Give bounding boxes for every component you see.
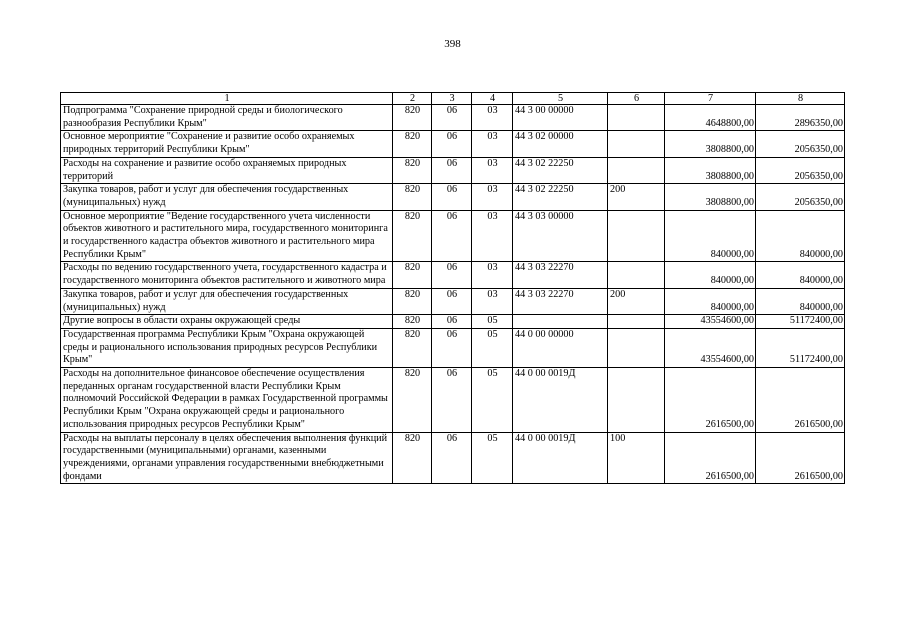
header-row (61, 93, 845, 105)
cell-subsection: 03 (472, 157, 513, 183)
cell-description: Расходы на сохранение и развитие особо охраняемых природных территорий (61, 157, 393, 183)
cell-amount-year-2: 840000,00 (756, 210, 845, 262)
cell-amount-year-2: 2616500,00 (756, 368, 845, 433)
cell-subsection: 05 (472, 315, 513, 329)
table-row (61, 288, 845, 314)
cell-description: Подпрограмма "Сохранение природной среды и биологического разнообразия Республики Крым" (61, 105, 393, 131)
cell-description: Закупка товаров, работ и услуг для обеспечения государственных (муниципальных) нужд (61, 288, 393, 314)
cell-section: 06 (432, 184, 472, 210)
table-row (61, 131, 845, 157)
table-row (61, 368, 845, 433)
cell-admin-code: 820 (393, 131, 432, 157)
cell-description: Расходы на выплаты персоналу в целях обеспечения выполнения функций государственными (муниципальными) органами, казенными учреждениями, органами управления государственными внебюджетными фондами (61, 432, 393, 484)
cell-amount-year-2: 2056350,00 (756, 131, 845, 157)
cell-target-article: 44 3 02 22250 (513, 184, 608, 210)
cell-section: 06 (432, 105, 472, 131)
cell-expense-type (608, 105, 665, 131)
cell-amount-year-1: 3808800,00 (665, 184, 756, 210)
cell-section: 06 (432, 432, 472, 484)
table-row (61, 184, 845, 210)
cell-admin-code: 820 (393, 262, 432, 288)
cell-amount-year-2: 2056350,00 (756, 157, 845, 183)
cell-admin-code: 820 (393, 368, 432, 433)
header-cell-8: 8 (756, 93, 845, 105)
cell-amount-year-1: 840000,00 (665, 288, 756, 314)
header-cell-3: 3 (432, 93, 472, 105)
cell-subsection: 03 (472, 210, 513, 262)
cell-amount-year-2: 2056350,00 (756, 184, 845, 210)
cell-amount-year-2: 51172400,00 (756, 315, 845, 329)
cell-target-article: 44 3 03 22270 (513, 262, 608, 288)
cell-amount-year-1: 840000,00 (665, 210, 756, 262)
cell-admin-code: 820 (393, 328, 432, 367)
table-row (61, 328, 845, 367)
cell-subsection: 03 (472, 131, 513, 157)
cell-amount-year-1: 2616500,00 (665, 432, 756, 484)
cell-subsection: 03 (472, 288, 513, 314)
table-row (61, 315, 845, 329)
cell-subsection: 03 (472, 262, 513, 288)
cell-amount-year-2: 2616500,00 (756, 432, 845, 484)
cell-subsection: 05 (472, 328, 513, 367)
header-cell-4: 4 (472, 93, 513, 105)
cell-target-article: 44 3 00 00000 (513, 105, 608, 131)
cell-section: 06 (432, 328, 472, 367)
cell-description: Закупка товаров, работ и услуг для обеспечения государственных (муниципальных) нужд (61, 184, 393, 210)
cell-target-article: 44 3 03 22270 (513, 288, 608, 314)
cell-expense-type: 200 (608, 288, 665, 314)
table-row (61, 262, 845, 288)
cell-expense-type: 200 (608, 184, 665, 210)
cell-target-article: 44 0 00 0019Д (513, 368, 608, 433)
cell-expense-type: 100 (608, 432, 665, 484)
cell-section: 06 (432, 368, 472, 433)
cell-expense-type (608, 210, 665, 262)
header-cell-6: 6 (608, 93, 665, 105)
cell-target-article: 44 0 00 0019Д (513, 432, 608, 484)
table-row (61, 432, 845, 484)
cell-description: Основное мероприятие "Сохранение и развитие особо охраняемых природных территорий Республики Крым" (61, 131, 393, 157)
cell-amount-year-2: 2896350,00 (756, 105, 845, 131)
cell-description: Основное мероприятие "Ведение государственного учета численности объектов животного и растительного мира, государственного мониторинга и государственного кадастра объектов животного и растительного мира Республики Крым" (61, 210, 393, 262)
cell-subsection: 03 (472, 105, 513, 131)
cell-section: 06 (432, 315, 472, 329)
header-cell-2: 2 (393, 93, 432, 105)
cell-amount-year-1: 2616500,00 (665, 368, 756, 433)
budget-table (60, 92, 845, 484)
cell-subsection: 05 (472, 368, 513, 433)
cell-description: Государственная программа Республики Крым "Охрана окружающей среды и рационального использования природных ресурсов Республики Крым" (61, 328, 393, 367)
table-body (61, 93, 845, 484)
cell-section: 06 (432, 131, 472, 157)
cell-target-article: 44 0 00 00000 (513, 328, 608, 367)
cell-section: 06 (432, 157, 472, 183)
cell-admin-code: 820 (393, 432, 432, 484)
table-row (61, 210, 845, 262)
cell-amount-year-1: 43554600,00 (665, 315, 756, 329)
cell-admin-code: 820 (393, 315, 432, 329)
cell-expense-type (608, 315, 665, 329)
cell-description: Другие вопросы в области охраны окружающей среды (61, 315, 393, 329)
cell-amount-year-1: 3808800,00 (665, 131, 756, 157)
cell-amount-year-2: 840000,00 (756, 262, 845, 288)
table-row (61, 157, 845, 183)
cell-amount-year-1: 840000,00 (665, 262, 756, 288)
cell-target-article: 44 3 03 00000 (513, 210, 608, 262)
cell-admin-code: 820 (393, 288, 432, 314)
cell-amount-year-1: 43554600,00 (665, 328, 756, 367)
cell-amount-year-1: 4648800,00 (665, 105, 756, 131)
header-cell-7: 7 (665, 93, 756, 105)
cell-subsection: 03 (472, 184, 513, 210)
cell-section: 06 (432, 288, 472, 314)
cell-admin-code: 820 (393, 210, 432, 262)
cell-target-article (513, 315, 608, 329)
cell-description: Расходы на дополнительное финансовое обеспечение осуществления переданных органам государственной власти Республики Крым полномочий Российской Федерации в рамках Государственной программы Республики Крым "Охрана окружающей среды и рационального использования природных ресурсов Республики Крым" (61, 368, 393, 433)
cell-admin-code: 820 (393, 157, 432, 183)
cell-expense-type (608, 328, 665, 367)
cell-target-article: 44 3 02 00000 (513, 131, 608, 157)
cell-admin-code: 820 (393, 105, 432, 131)
header-cell-5: 5 (513, 93, 608, 105)
cell-expense-type (608, 157, 665, 183)
cell-description: Расходы по ведению государственного учета, государственного кадастра и государственного мониторинга объектов растительного и животного мира (61, 262, 393, 288)
cell-expense-type (608, 368, 665, 433)
cell-admin-code: 820 (393, 184, 432, 210)
table-row (61, 105, 845, 131)
cell-amount-year-2: 840000,00 (756, 288, 845, 314)
cell-subsection: 05 (472, 432, 513, 484)
page-number: 398 (444, 38, 461, 50)
cell-amount-year-2: 51172400,00 (756, 328, 845, 367)
cell-expense-type (608, 131, 665, 157)
cell-section: 06 (432, 262, 472, 288)
cell-target-article: 44 3 02 22250 (513, 157, 608, 183)
cell-section: 06 (432, 210, 472, 262)
cell-amount-year-1: 3808800,00 (665, 157, 756, 183)
header-cell-1: 1 (61, 93, 393, 105)
cell-expense-type (608, 262, 665, 288)
